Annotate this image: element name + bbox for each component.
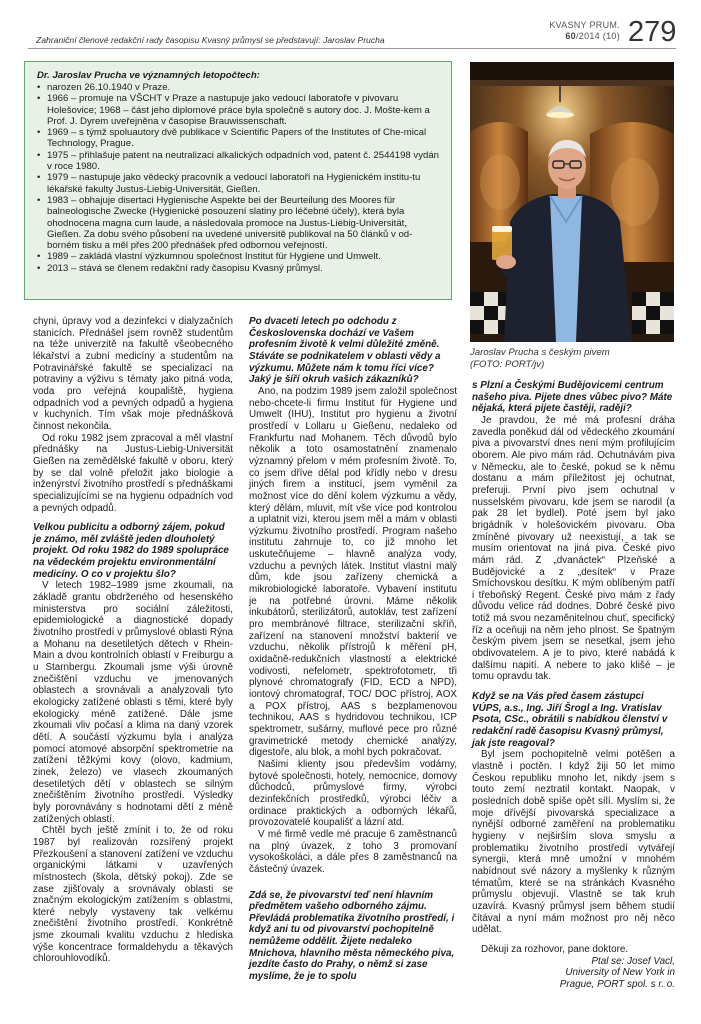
timeline-item: • 1966 – promuje na VŠCHT v Praze a nastupuje jako vedoucí laboratoře v pivovaru Holešovice; 1968 – část jeho diplomové práce byla společně s autory doc. J. Mošte-kem a Prof. J. Dyrem uveřejněna v časopise Brauwissenschaft. [37, 93, 441, 127]
timeline-title: Dr. Jaroslav Prucha ve významných letopočtech: [37, 70, 260, 81]
interview-question: Zdá se, že pivovarství teď není hlavním předmětem vašeho odborného zájmu. Převládá problematika životního prostředí, i když ani tu od pivovarství pochopitelně nemůžeme oddělit. Žijete nedaleko Mnichova, hlavního města německého piva, jezdíte často do Prahy, o němž si zase myslíme, že je to spolu [249, 889, 455, 983]
portrait-photo [470, 62, 674, 342]
timeline-item: • 1989 – zakládá vlastní výzkumnou společnost Institut für Hygiene und Umwelt. [37, 251, 441, 262]
interview-question: s Plzní a Českými Budějovicemi centrum našeho piva. Pijete dnes vůbec pivo? Máte nějaká, která pijete častěji, raději? [472, 380, 673, 415]
journal-issue [530, 31, 620, 42]
caption-text: Jaroslav Prucha s českým pivem [470, 347, 610, 358]
interview-question: Velkou publicitu a odborný zájem, pokud je známo, měl zvláště jeden dlouholetý projekt. Od roku 1982 do 1989 spolupráce na vědeckém projektu environmentální medicíny. O co v projektu šlo? [33, 522, 229, 580]
interviewer-affiliation: Prague, PORT spol. s r. o. [559, 978, 675, 990]
timeline-item: • narozen 26.10.1940 v Praze. [37, 82, 441, 93]
paragraph: Našimi klienty jsou především vodárny, bytové společnosti, hotely, nemocnice, domovy důchodců, průmyslové firmy, výrobci dezinfekčních prostředků, výrobci léčiv a ordinace praktických a odborných lékařů, provozovatelé koupališť a lázní atd. [249, 758, 457, 829]
header-divider [28, 48, 676, 49]
column-1 [33, 316, 233, 965]
portrait-illustration [470, 62, 674, 342]
journal-name: KVASNY PRUM. [549, 20, 620, 30]
issue-number: /2014 (10) [575, 31, 620, 41]
interviewer-signature: Ptal se: Josef Vacl, [591, 955, 675, 967]
timeline-item: • 1979 – nastupuje jako vědecký pracovník a vedoucí laboratoří na Hygienickém institu-tu lékařské fakulty Justus-Liebig-Universität, Gießen. [37, 172, 441, 195]
page-number: 279 [628, 16, 677, 48]
timeline-item: • 2013 – stává se členem redakční rady časopisu Kvasný průmysl. [37, 263, 441, 274]
column-2 [249, 316, 457, 983]
paragraph: chyni, úpravy vod a dezinfekci v dialyzačních stanicích. Přednášel jsem rovněž studentům na téže univerzitě na fakultě všeobecného lékařství a zubní medicíny a studentům na Potravinářské fakultě se specializací na potraviny a výživu s tématy jako pitná voda, voda pro veřejná koupaliště, hygiena odpadních vod a pevných odpadů a hygiena v kuchyních. Tím však moje přednášková činnost nekončila. [33, 316, 233, 432]
photo-caption [470, 347, 674, 371]
paragraph: V mé firmě vedle mé pracuje 6 zaměstnanců na plný úvazek, z toho 3 promovaní vysokoškoláci, a dále přes 8 zaměstnanců na částečný úvazek. [249, 828, 457, 875]
column-3 [472, 380, 675, 990]
timeline-box [24, 61, 452, 300]
timeline-list [37, 82, 441, 274]
timeline-item: • 1969 – s týmž spoluautory dvě publikace v Scientific Papers of the Institutes of Che-mical Technology, Prague. [37, 127, 441, 150]
paragraph: Byl jsem pochopitelně velmi potěšen a vlastně i poctěn. I když žiji 50 let mimo Českou republiku mnoho let, nikdy jsem s touto zemí neztratil kontakt. Naopak, v posledních době spíše opět sílí. Myslím si, že moje dřívější pivovarská specializace a nynější odborné zaměření na problematiku hygieny v nejširším slova smyslu a problematiku životního prostředí vytvářejí synergii, která mně umožní v mnohém nabídnout své názory a myšlenky k různým tématům, které se na stránkách Kvasného průmyslu objevují. Vlastně se tak kruh uzavírá. Kvasný průmysl jsem během studií čítával a nyní mám možnost pro něj něco udělat. [472, 749, 675, 936]
closing-line: Děkuji za rozhovor, pane doktore. [481, 943, 629, 955]
issue-volume: 60 [565, 31, 576, 41]
paragraph: Ano, na podzim 1989 jsem založil společnost nebo-chcete-li firmu Institut für Hygiene und Umwelt (IHU), Institut pro hygienu a životní prostředí v Lollaru u Gießenu, nedaleko od Frankfurtu nad Mohanem. Těch důvodů bylo několik a toto osamostatnění znamenalo významný přelom v mém profesním životě. To, co jsem dříve dělal pod křídly nebo v dresu jiných firem a institucí, jsem vyměnil za možnost více do dění kolem výzkumu a vědy, který dělám, mluvit, mít vše více pod kontrolou a uplatnit vizi, kterou jsem měl a mám v oblasti výzkumu životního prostředí. Program našeho institutu zahrnuje to, co již mnoho let uskutečňujeme – hlavně analýza vody, vzduchu a pevných látek. Institut vlastní malý dům, kde jsou zařízeny chemická a mikrobiologické laboratoře. Vybavení institutu je na potřebné úrovni. Máme několik inkubátorů, sterilizátorů, autokláv, test zařízení pro membránové filtrace, sterilizační skříň, zařízení na stanovení množství bakterií ve vzduchu, několik přístrojů k měření pH, oxidačně-redukčních vlastností a elektrické vodivosti, nefelometr, spektrofotometr, tři plynové chromatografy (FID, ECD a NPD), iontový chromatograf, TOC/ DOC přístroj, AOX a POX přístroj, AAS s bezplamenovou technikou, AAS s hydridovou technikou, ICP spektrometr, sušárny, muflové pece pro různé gravimetrické metody chemické analýzy, digestoře, alu blok, a mohl bych pokračovat. [249, 385, 457, 759]
paragraph: Od roku 1982 jsem zpracoval a měl vlastní přednášky na Justus-Liebig-Universität Gießen na zemědělské fakultě v oboru, který by se dal volně přeložit jako biologie a inženýrství životního prostředí s přednáškami specializujícími se na hygienu odpadních vod a pevných odpadů. [33, 432, 233, 514]
paragraph: V letech 1982–1989 jsme zkoumali, na základě grantu obdrženého od hesenského ministerstva pro sociální záležitosti, epidemiologické a diagnostické dopady životního prostředí v průmyslové oblasti Rýna a Mohanu na desetiletých dětech v Rhein-Main a dvou kontrolních oblastí v Freiburgu a u Starnbergu. Zkoumali jsme výši úrovně znečištění vzduchu ve jmenovaných oblastech a srovnávali a analyzovali tyto ekologicky zatížené oblasti s těmi, které byly ekologicky méně zatížené. Dále jsme zkoumali vliv počasí a klima na daný vzorek dětí. A součástí výzkumu byla i analýza pomocí atomové absorpční spektrometrie na zatížení těžkými kovy (olovo, kadmium, zinek, železo) ve vlasech zkoumaných desetiletých dětí v oblastech se silným znečištěním životního prostředí. Výsledky byly porovnávány s hodnotami dětí z méně zatížených oblastí. [33, 580, 233, 825]
timeline-item: • 1975 – přihlašuje patent na neutralizaci alkalických odpadních vod, patent č. 2544198 vydán v roce 1980. [37, 150, 441, 173]
paragraph: Chtěl bych ještě zmínit i to, že od roku 1987 byl realizován rozsířený projekt Přezkoušení a stanovení zatížení ve vzduchu organickými látkami v uzavřených místnostech (škola, dětský pokoj). Zde se zase zjišťovaly a srovnávaly oblasti se značným ekologickým zatížením s oblastmi, které nebyly vystaveny tak velkému znečištění životního prostředí. Konkrétně jsme zkoumali kvalitu vzduchu z hlediska výše koncentrace formaldehydu a těkavých chlorouhlovodíků. [33, 825, 233, 965]
running-header-title: Zahraniční členové redakční rady časopisu Kvasný průmysl se představují: Jaroslav Prucha [36, 35, 385, 45]
interview-question: Po dvaceti letech po odchodu z Československa dochází ve Vašem profesním životě k velmi důležité změně. Stáváte se podnikatelem v oblasti vědy a výzkumu. Můžete nám k tomu říci více? Jaký je šíří okruh vašich zákazníků? [249, 316, 441, 386]
timeline-item: • 1983 – obhajuje disertaci Hygienische Aspekte bei der Beurteilung des Moores für balneologische Zwecke (Hygienické posouzení slatiny pro léčebné účely), která byla ohodnocena magna cum laude, a následovala promoce na Justus-Liebig-Universität, Gießen. Za dobu svého působení na uvedené universitě publikoval na 50 článků v od-borném tisku a měl přes 200 přednášek před odbornou veřejností. [37, 195, 441, 251]
journal-reference [530, 20, 620, 42]
photo-credit: (FOTO: PORT/jv) [470, 359, 545, 370]
interview-question: Když se na Vás před časem zástupci VÚPS, a.s., Ing. Jiří Šrogl a Ing. Vratislav Psota, CSc., obrátili s nabídkou členství v redakční radě časopisu Kvasný průmysl, jak jste reagoval? [472, 691, 668, 749]
paragraph: Je pravdou, že mé má profesní dráha zavedla poněkud dál od vědeckého zkoumání piva a pivovarství dnes není mým profilujícím oborem. Ale pivo mám rád. Ochutnávám piva v Německu, ale to české, pokud se k němu dostanu a mám příležitost jej ochutnat, preferuji. První pivo jsem ochutnal v nusselském pivovaru, kde jsem se narodil (a pak 28 let bydlel). Poté jsem byl jako brigádník v holešovickém pivovaru. Oba zmíněné pivovary už neexistují, a tak se musím orientovat na jiná piva. České pivo mám rád. Z „dvanáctek“ Plzeňské a Budějovické a z „desítek“ v Praze Smíchovskou desítku. K mým oblíbeným patří i třeboňský Regent. České pivo mám z řady důvodu velice rád dodnes. Dobré české pivo totiž má svou nezaměnitelnou chuť, specifický říz a oceňuji na něm jeho plnost. Se špatným českým pivem jsem se nesetkal, jsem jeho obdivovatelem. A je to pivo, které nabádá k dalšímu napití. A nebere to jako klišé – je tomu opravdu tak. [472, 414, 675, 683]
interviewer-affiliation: University of New York in [565, 967, 675, 979]
